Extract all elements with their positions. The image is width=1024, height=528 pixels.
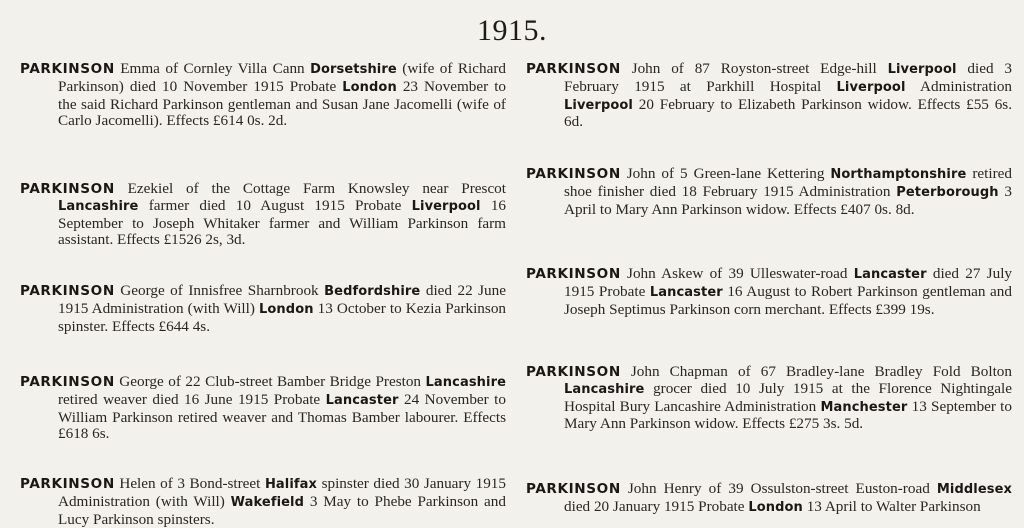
entry-text: 16 September to Joseph Whitaker farmer and William Parkinson farm assistant. Effects £1526 2s, 3d.	[58, 196, 506, 249]
entry-place: Lancashire	[425, 375, 506, 390]
entry-text: 13 September to Mary Ann Parkinson widow. Effects £275 3s. 5d.	[564, 397, 1012, 433]
entry-text: (wife of Richard Parkinson) died 10 November 1915 Probate	[58, 60, 506, 95]
entry-text: John of 5 Green-lane Kettering	[620, 165, 831, 182]
entry-text: George of Innisfree Sharnbrook	[114, 282, 325, 299]
entry	[20, 476, 506, 528]
entry-text: farmer died 10 August 1915 Probate	[138, 196, 412, 214]
entry-place: Liverpool	[564, 97, 633, 113]
entry-text: retired shoe finisher died 18 February 1915 Administration	[564, 165, 1012, 200]
entry-text: John of 87 Royston-street Edge-hill	[620, 60, 888, 77]
entry-place: Northamptonshire	[830, 167, 967, 182]
entry-text: 23 November to the said Richard Parkinson gentleman and Susan Jane Jacomelli (wife of Carlo Jacomelli). Effects £614 0s. 2d.	[58, 77, 507, 130]
entry	[20, 61, 506, 130]
entry-text: John Askew of 39 Ulleswater-road	[620, 265, 854, 282]
entry-text: died 20 January 1915 Probate	[564, 497, 749, 515]
entry-surname: PARKINSON	[20, 283, 115, 299]
entry-text: grocer died 10 July 1915 at the Florence Nightingale Hospital Bury Lancashire Administration	[564, 379, 1012, 415]
entry-place: London	[342, 79, 397, 95]
entry-place: Bedfordshire	[324, 284, 421, 299]
entry	[526, 166, 1012, 218]
entry-text: 3 May to Phebe Parkinson and Lucy Parkinson spinsters.	[58, 492, 506, 528]
entry-text: died 3 February 1915 at Parkhill Hospital	[564, 60, 1012, 95]
entry	[526, 364, 1012, 433]
entry	[20, 181, 506, 249]
entry-surname: PARKINSON	[526, 364, 621, 380]
entry-place: Lancashire	[564, 381, 645, 397]
entry	[20, 283, 506, 335]
entry-place: Liverpool	[836, 79, 906, 95]
entry-place: Halifax	[264, 477, 318, 492]
entry-text: Emma of Cornley Villa Cann	[114, 60, 311, 77]
entry-place: Dorsetshire	[310, 62, 397, 77]
entry-surname: PARKINSON	[20, 476, 115, 492]
entry-place: Liverpool	[411, 198, 481, 214]
entry-place: Wakefield	[230, 494, 305, 510]
entry-text: John Chapman of 67 Bradley-lane Bradley Fold Bolton	[620, 363, 1012, 380]
entry-place: Lancaster	[853, 267, 927, 282]
entry-place: Lancashire	[58, 198, 139, 214]
entry	[526, 61, 1012, 131]
entry-surname: PARKINSON	[20, 374, 115, 390]
entry-text: spinster died 30 January 1915 Administration (with Will)	[58, 475, 506, 510]
entry-text: 13 April to Walter Parkinson	[802, 497, 981, 515]
entry-text: Helen of 3 Bond-street	[114, 475, 265, 492]
entry-text: retired weaver died 16 June 1915 Probate	[58, 390, 326, 408]
entry-surname: PARKINSON	[526, 61, 621, 77]
entry	[526, 266, 1012, 318]
entry	[20, 374, 506, 443]
entry-surname: PARKINSON	[526, 266, 621, 282]
entry-place: Peterborough	[896, 184, 999, 200]
entry-place: London	[259, 301, 314, 317]
entry-text: George of 22 Club-street Bamber Bridge Preston	[114, 373, 426, 390]
entry-surname: PARKINSON	[526, 166, 621, 182]
entry-text: 16 August to Robert Parkinson gentleman and Joseph Septimus Parkinson corn merchant. Effects £399 19s.	[564, 282, 1012, 318]
entry	[526, 481, 1012, 517]
entry-text: died 22 June 1915 Administration (with Will)	[58, 282, 506, 317]
entry-text: 3 April to Mary Ann Parkinson widow. Effects £407 0s. 8d.	[564, 182, 1012, 218]
entry-text: Ezekiel of the Cottage Farm Knowsley near Prescot	[114, 180, 506, 197]
entry-text: 13 October to Kezia Parkinson spinster. Effects £644 4s.	[58, 299, 507, 335]
entry-place: Lancaster	[649, 284, 723, 300]
entry-text: died 27 July 1915 Probate	[564, 265, 1013, 300]
entry-surname: PARKINSON	[20, 61, 115, 77]
year-heading: 1915.	[477, 14, 547, 47]
entry-surname: PARKINSON	[20, 181, 115, 197]
entry-surname: PARKINSON	[526, 481, 621, 497]
entry-text: Administration	[905, 77, 1013, 95]
entry-text: 20 February to Elizabeth Parkinson widow. Effects £55 6s. 6d.	[564, 95, 1012, 131]
entry-place: London	[748, 499, 803, 515]
entry-place: Manchester	[820, 399, 908, 415]
entry-text: 24 November to William Parkinson retired weaver and Thomas Bamber labourer. Effects £618 6s.	[58, 390, 506, 443]
entry-place: Liverpool	[887, 62, 957, 77]
entry-place: Lancaster	[325, 392, 399, 408]
entry-place: Middlesex	[936, 482, 1012, 497]
entry-text: John Henry of 39 Ossulston-street Euston-road	[620, 480, 937, 497]
